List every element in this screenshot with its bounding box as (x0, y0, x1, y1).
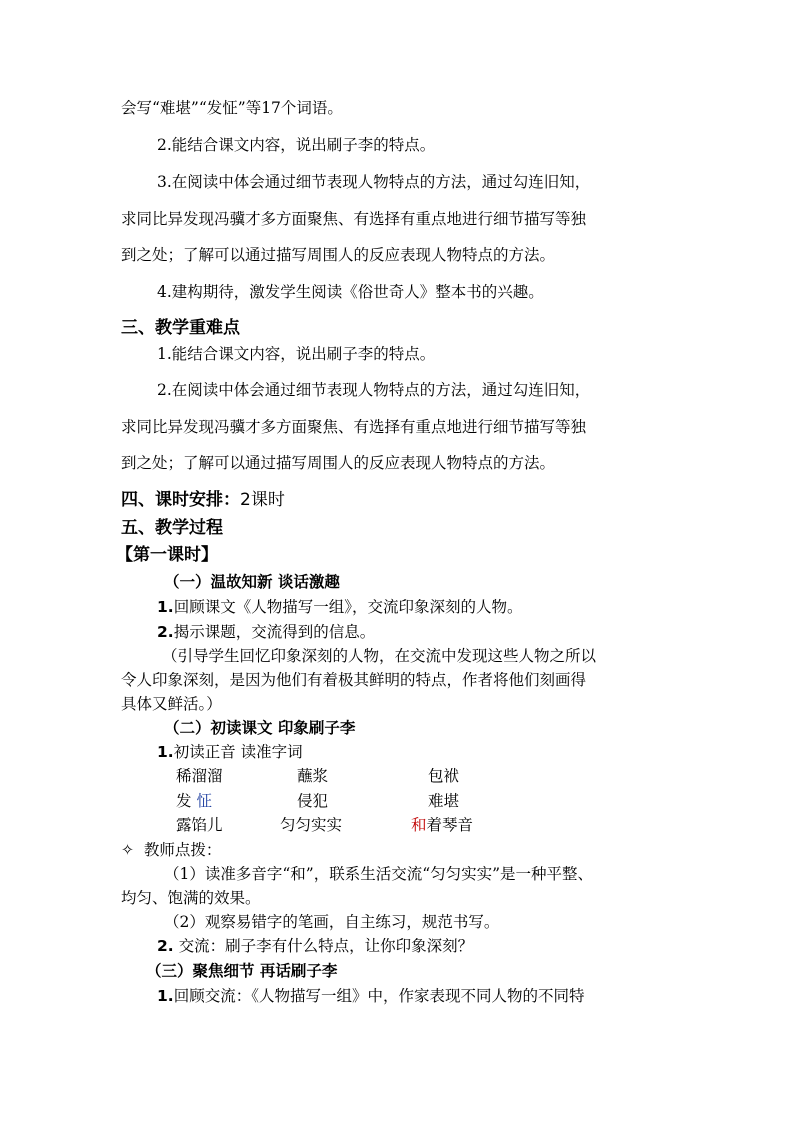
tip-1-line-1: （1）读准多音字“和”，联系生活交流“匀匀实实”是一种平整、 (164, 865, 594, 883)
part-1-item-2-number: 2. (157, 623, 174, 641)
objective-3-line-2: 求同比异发现冯骥才多方面聚焦、有选择有重点地进行细节描写等独 (121, 210, 587, 228)
key-point-2-line-3: 到之处；了解可以通过描写周围人的反应表现人物特点的方法。 (121, 454, 556, 472)
word-fazheng-first: 发 (176, 792, 197, 810)
part-3-item-1 (157, 986, 584, 1006)
key-point-2-line-1: 2.在阅读中体会通过细节表现人物特点的方法，通过勾连旧知， (157, 381, 591, 399)
part-2-item-2-text: 交流：刷子李有什么特点，让你印象深刻？ (178, 937, 474, 955)
part-2-item-1 (157, 742, 303, 762)
lesson-1-title: 【第一课时】 (116, 545, 218, 565)
part-3-heading: （三）聚焦细节 再话刷子李 (146, 962, 338, 980)
objective-1-continuation: 会写“难堪”“发怔”等17个词语。 (121, 99, 343, 117)
key-point-2-line-2: 求同比异发现冯骥才多方面聚焦、有选择有重点地进行细节描写等独 (121, 418, 587, 436)
word-luxianer: 露馅儿 (176, 816, 223, 834)
tip-2: （2）观察易错字的笔画，自主练习，规范书写。 (164, 913, 500, 931)
objective-3-line-3: 到之处；了解可以通过描写周围人的反应表现人物特点的方法。 (121, 246, 556, 264)
objective-2: 2.能结合课文内容，说出刷子李的特点。 (157, 136, 436, 154)
objective-3-line-1: 3.在阅读中体会通过细节表现人物特点的方法，通过勾连旧知， (157, 173, 591, 191)
section-4-title: 四、课时安排： (121, 490, 240, 510)
word-fazheng (176, 791, 212, 811)
part-1-note-line-3: 具体又鲜活。） (121, 695, 222, 713)
part-2-item-1-text: 初读正音 读准字词 (173, 743, 303, 761)
part-1-item-1-number: 1. (157, 598, 174, 616)
key-point-1: 1.能结合课文内容，说出刷子李的特点。 (157, 345, 436, 363)
word-hezheqinyin-rest: 着琴音 (426, 816, 474, 834)
part-1-note-line-2: 令人印象深刻，是因为他们有着极其鲜明的特点，作者将他们刻画得 (121, 671, 587, 689)
word-baofu: 包袱 (428, 767, 460, 785)
part-2-item-2-number: 2. (157, 937, 174, 955)
tip-1-line-2: 均匀、饱满的效果。 (121, 889, 261, 907)
lesson-count: 2课时 (240, 490, 285, 510)
section-3-heading: 三、教学重难点 (121, 318, 240, 338)
word-yunyunshishi: 匀匀实实 (280, 816, 343, 834)
part-2-heading: （二）初读课文 印象刷子李 (164, 719, 356, 737)
word-xiliuliu: 稀溜溜 (176, 767, 223, 785)
word-fazheng-highlight: 怔 (196, 792, 212, 810)
word-nankan: 难堪 (428, 792, 460, 810)
part-3-item-1-number: 1. (157, 987, 174, 1005)
word-hezheqinyin (411, 815, 473, 835)
part-1-item-2 (157, 622, 375, 642)
teacher-tip-label (121, 840, 221, 860)
section-4-heading (121, 490, 285, 510)
part-1-item-2-text: 揭示课题，交流得到的信息。 (173, 623, 376, 641)
part-2-item-2 (157, 936, 473, 956)
part-1-item-1-text: 回顾课文《人物描写一组》，交流印象深刻的人物。 (173, 598, 523, 616)
word-qinfan: 侵犯 (297, 792, 329, 810)
objective-4: 4.建构期待，激发学生阅读《俗世奇人》整本书的兴趣。 (157, 283, 544, 301)
part-3-item-1-text: 回顾交流：《人物描写一组》中，作家表现不同人物的不同特 (173, 987, 585, 1005)
section-5-heading: 五、教学过程 (121, 518, 223, 538)
part-1-heading: （一）温故知新 谈话激趣 (164, 573, 340, 591)
word-he-highlight: 和 (411, 816, 427, 834)
part-2-item-1-number: 1. (157, 743, 174, 761)
diamond-bullet-icon: ✧ (121, 841, 134, 859)
part-1-note-line-1: （引导学生回忆印象深刻的人物，在交流中发现这些人物之所以 (162, 647, 597, 665)
word-zhanjiang: 蘸浆 (297, 767, 329, 785)
teacher-tip-text: 教师点拨： (143, 841, 222, 859)
part-1-item-1 (157, 597, 522, 617)
